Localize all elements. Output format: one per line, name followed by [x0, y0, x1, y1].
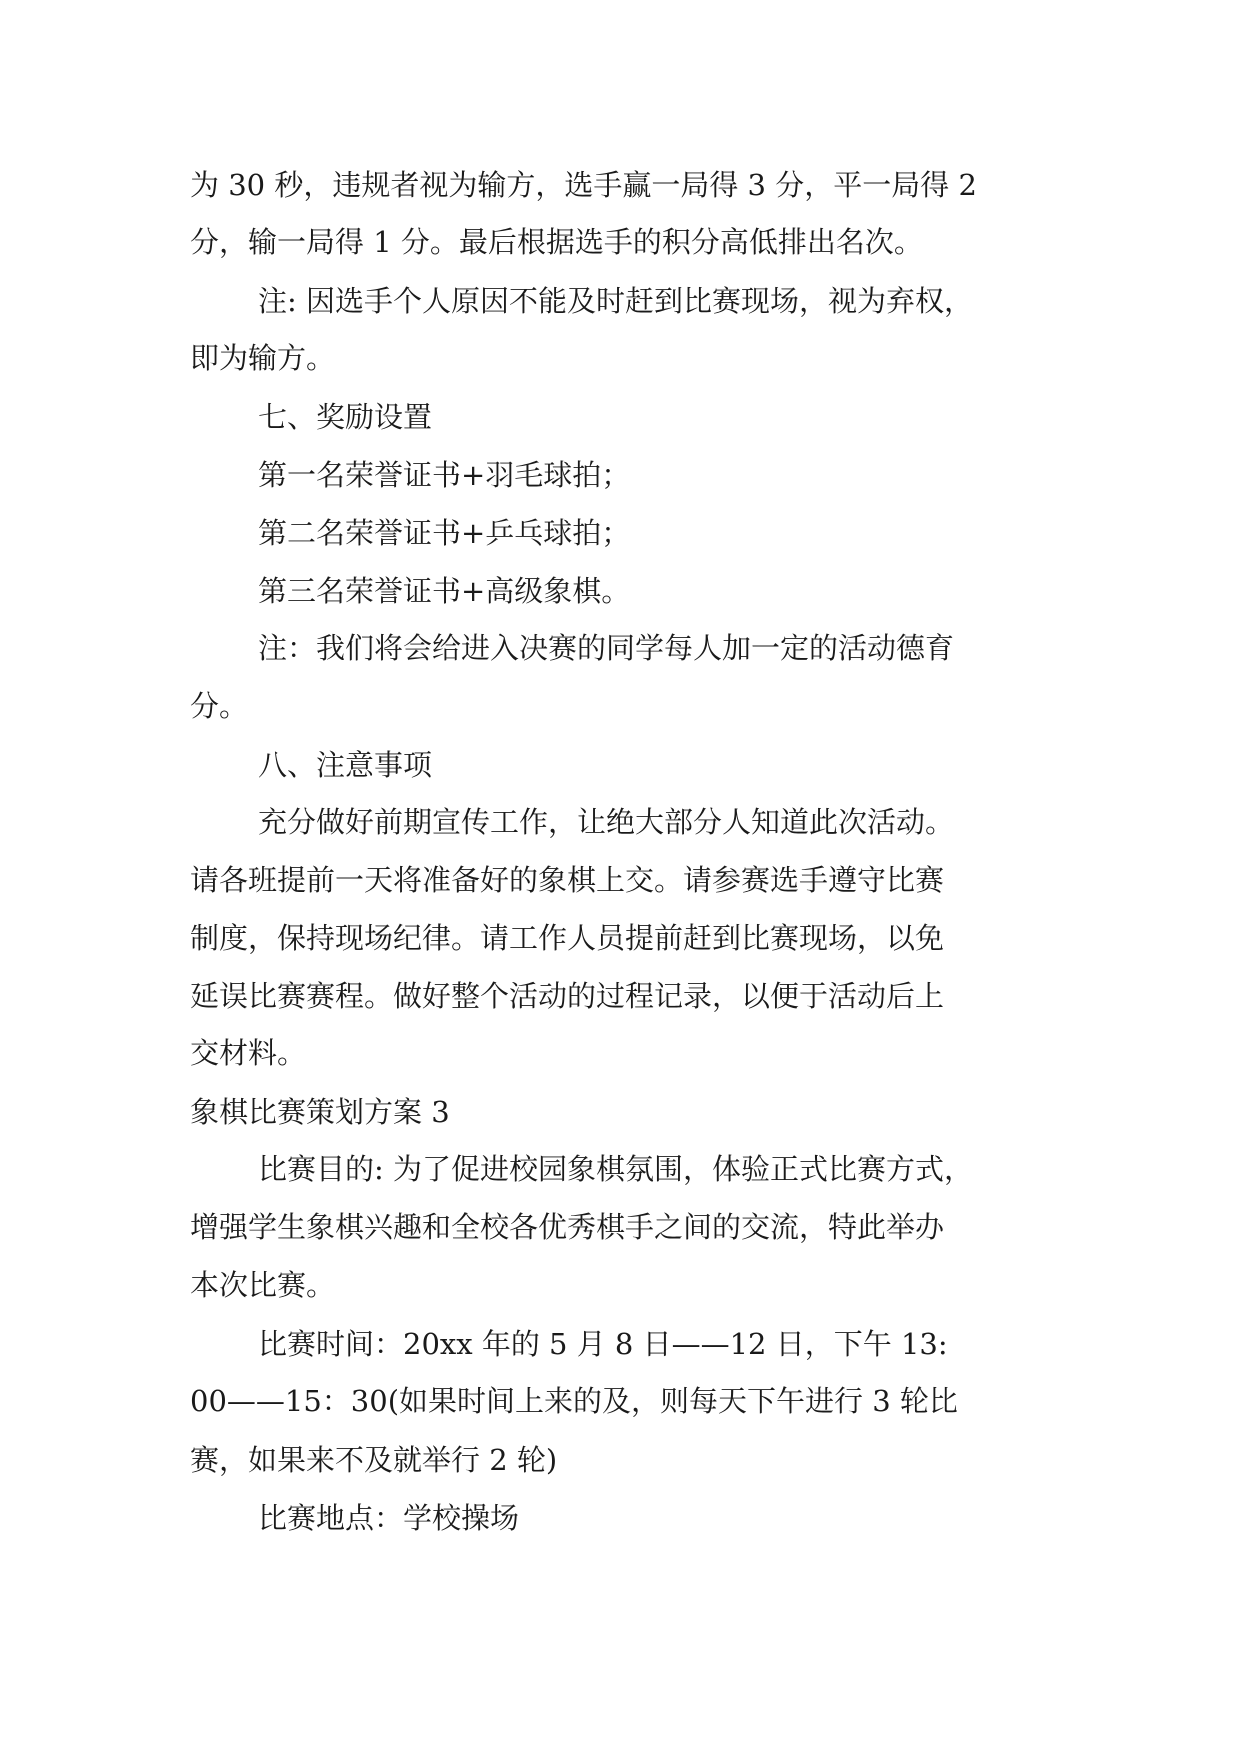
paragraph-line: 交材料。: [190, 1036, 307, 1070]
section-heading-notes: 八、注意事项: [258, 748, 433, 782]
paragraph-line: 分。: [190, 689, 249, 723]
paragraph-line: 充分做好前期宣传工作，让绝大部分人知道此次活动。: [258, 805, 955, 839]
paragraph-line: 为 30 秒，违规者视为输方，选手赢一局得 3 分，平一局得 2: [190, 168, 977, 202]
plan-title: 象棋比赛策划方案 3: [190, 1095, 450, 1129]
note-line: 注：我们将会给进入决赛的同学每人加一定的活动德育: [258, 631, 955, 665]
paragraph-line: 请各班提前一天将准备好的象棋上交。请参赛选手遵守比赛: [190, 863, 945, 897]
paragraph-line: 增强学生象棋兴趣和全校各优秀棋手之间的交流，特此举办: [190, 1210, 945, 1244]
paragraph-line: 分，输一局得 1 分。最后根据选手的积分高低排出名次。: [190, 225, 923, 259]
paragraph-line: 本次比赛。: [190, 1268, 336, 1302]
section-heading-rewards: 七、奖励设置: [258, 400, 433, 434]
paragraph-line: 比赛地点：学校操场: [258, 1501, 520, 1535]
paragraph-line: 比赛目的: 为了促进校园象棋氛围，体验正式比赛方式，: [258, 1152, 973, 1186]
paragraph-line: 赛，如果来不及就举行 2 轮): [190, 1443, 558, 1477]
paragraph-line: 制度，保持现场纪律。请工作人员提前赶到比赛现场，以免: [190, 921, 945, 955]
reward-item-second: 第二名荣誉证书+乒乓球拍；: [258, 516, 631, 550]
paragraph-line: 比赛时间：20xx 年的 5 月 8 日——12 日，下午 13:: [258, 1327, 948, 1361]
reward-item-first: 第一名荣誉证书+羽毛球拍；: [258, 458, 631, 492]
paragraph-line: 即为输方。: [190, 341, 336, 375]
paragraph-line: 延误比赛赛程。做好整个活动的过程记录，以便于活动后上: [190, 979, 945, 1013]
paragraph-line: 00——15：30(如果时间上来的及，则每天下午进行 3 轮比: [190, 1384, 958, 1418]
note-line: 注: 因选手个人原因不能及时赶到比赛现场，视为弃权，: [258, 284, 973, 318]
reward-item-third: 第三名荣誉证书+高级象棋。: [258, 574, 631, 608]
